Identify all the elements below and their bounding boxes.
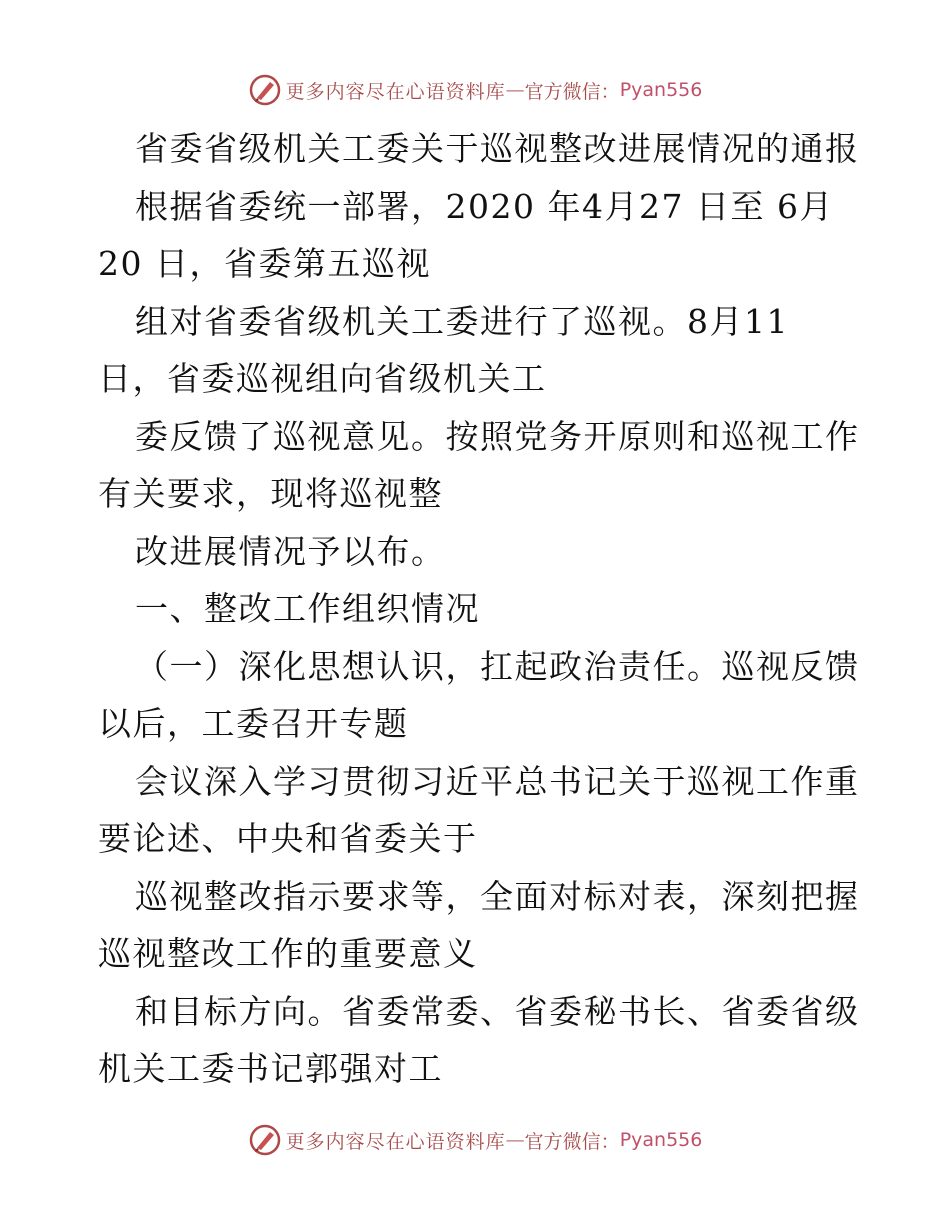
text-line: 以后，工委召开专题: [98, 704, 409, 743]
banner-text: 更多内容尽在心语资料库: [285, 1130, 506, 1153]
quill-pen-icon: [248, 73, 282, 107]
text-line: 委反馈了巡视意见。按照党务开原则和巡视工作: [135, 416, 860, 456]
text-line: 日，省委巡视组向省级机关工: [98, 359, 547, 398]
text-line: 有关要求，现将巡视整: [98, 474, 443, 513]
text-line: 要论述、中央和省委关于: [98, 819, 478, 858]
text-line: 省委省级机关工委关于巡视整改进展情况的通报: [135, 129, 860, 168]
text-line: 巡视整改指示要求等，全面对标对表，深刻把握: [135, 876, 860, 916]
banner-text: 更多内容尽在心语资料库: [285, 80, 506, 103]
header-watermark-banner: [0, 70, 950, 110]
banner-separator: —: [505, 79, 525, 101]
text-line: 机关工委书记郭强对工: [98, 1049, 443, 1088]
text-line: （一）深化思想认识，扛起政治责任。巡视反馈: [135, 646, 860, 686]
footer-watermark-banner: [0, 1120, 950, 1160]
banner-wechat-id: Pyan556: [619, 79, 703, 101]
text-line: 根据省委统一部署，2020 年4月27 日至 6月: [135, 186, 834, 226]
banner-separator: —: [505, 1129, 525, 1151]
text-line: 改进展情况予以布。: [135, 531, 446, 571]
banner-wechat-label: 官方微信：: [524, 80, 620, 103]
text-line: 巡视整改工作的重要意义: [98, 934, 478, 973]
banner-wechat-id: Pyan556: [619, 1129, 703, 1151]
text-line: 20 日，省委第五巡视: [98, 244, 431, 283]
document-body: [98, 120, 858, 1098]
quill-pen-icon: [248, 1123, 282, 1157]
text-line: 会议深入学习贯彻习近平总书记关于巡视工作重: [135, 761, 860, 801]
banner-wechat-label: 官方微信：: [524, 1130, 620, 1153]
text-line: 组对省委省级机关工委进行了巡视。8月11: [135, 301, 789, 341]
text-line: 和目标方向。省委常委、省委秘书长、省委省级: [135, 991, 860, 1031]
text-line: 一、整改工作组织情况: [135, 589, 480, 628]
